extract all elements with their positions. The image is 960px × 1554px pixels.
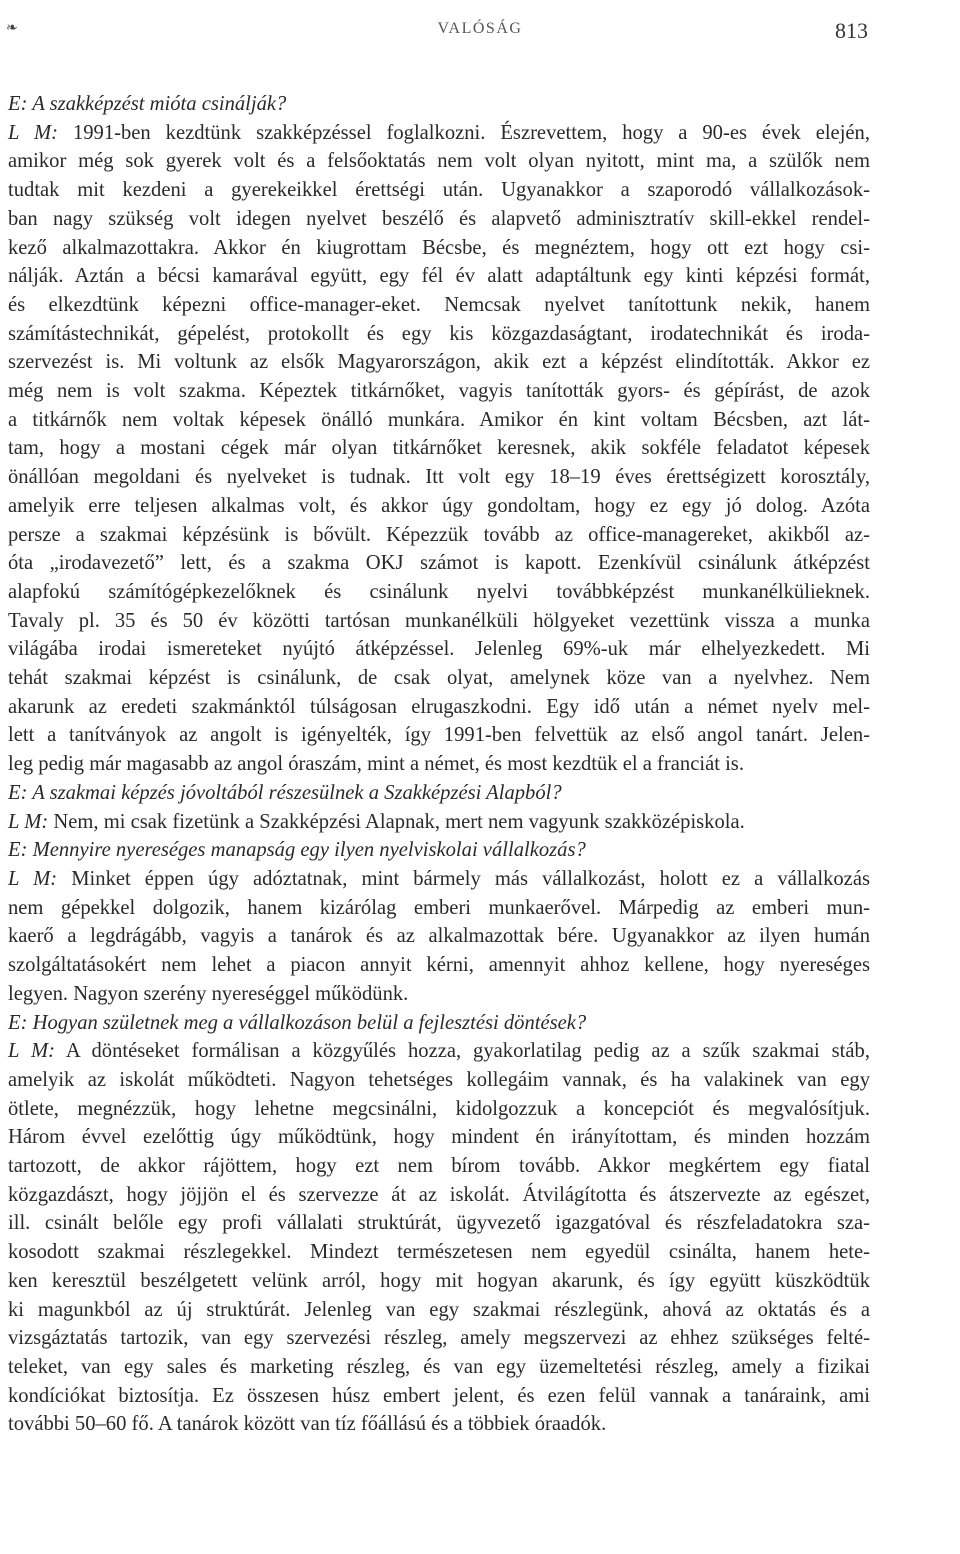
text-line	[8, 1410, 870, 1439]
speaker-label: E:	[8, 839, 28, 862]
text-line	[8, 980, 870, 1009]
answer-text: 1991-ben kezdtünk szakképzéssel foglalkozni. Észrevettem, hogy a 90-es évek elején,	[58, 121, 870, 144]
speaker-label: E:	[8, 93, 28, 115]
answer-text: akarunk az eredeti szakmánktól túlságosan elrugaszkodni. Egy idő után a német nyelv mel-	[8, 695, 870, 718]
text-line	[8, 176, 870, 205]
speaker-label: L M:	[8, 810, 49, 833]
answer-text: még nem is volt szakma. Képeztek titkárnőket, vagyis tanították gyors- és gépírást, de azok	[8, 380, 870, 403]
text-line	[8, 1181, 870, 1210]
text-line	[8, 549, 870, 578]
answer-text: alapfokú számítógépkezelőknek és csinálunk nyelvi továbbképzést munkanélkülieknek.	[8, 580, 870, 603]
answer-text: amikor még sok gyerek volt és a felsőoktatás nem volt olyan nyitott, mint ma, a szülők nem	[8, 150, 870, 173]
speaker-label: L M:	[8, 867, 58, 890]
answer-text: ki magunkból az új struktúrát. Jelenleg van egy szakmai részlegünk, ahová az oktatás és a	[8, 1298, 870, 1321]
answer-text: nem gépekkel dolgozik, hanem kizárólag emberi munkaerővel. Márpedig az emberi mun-	[8, 896, 870, 919]
answer-text: lett a tanítványok az angolt is igényelték, így 1991-ben felvettük az első angol tanárt. Jelen-	[8, 724, 870, 747]
text-line	[8, 205, 870, 234]
answer-text: óta „irodavezető” lett, és a szakma OKJ számot is kapott. Ezenkívül csinálunk átképzést	[8, 552, 870, 575]
interviewer-line	[8, 779, 870, 808]
text-line	[8, 607, 870, 636]
text-line	[8, 1238, 870, 1267]
answer-text: kaerő a legdrágább, vagyis a tanárok és az alkalmazottak bére. Ugyanakkor az ilyen humán	[8, 925, 870, 948]
answer-text: Tavaly pl. 35 és 50 év közötti tartósan munkanélküli hölgyeket vezettünk vissza a munka	[8, 609, 870, 632]
text-line	[8, 1324, 870, 1353]
answer-text: kondíciókat biztosítja. Ez összesen húsz embert jelent, és ezen felül vannak a tanáraink, ami	[8, 1384, 870, 1407]
text-line	[8, 521, 870, 550]
text-line	[8, 693, 870, 722]
text-line	[8, 262, 870, 291]
text-line	[8, 492, 870, 521]
speaker-label: L M:	[8, 121, 59, 144]
text-line	[8, 1296, 870, 1325]
answer-text: ötlete, megnézzük, hogy lehetne megcsinálni, kidolgozzuk a koncepciót és megvalósítjuk.	[8, 1097, 870, 1120]
answer-text: kező alkalmazottakra. Akkor én kiugrottam Bécsbe, és megnéztem, hogy ott ezt hogy csi-	[8, 236, 870, 259]
answer-text: kosodott szakmai részlegekkel. Mindezt természetesen nem egyedül csinálta, hanem hete-	[8, 1241, 870, 1264]
question-text: A szakmai képzés jóvoltából részesülnek a Szakképzési Alapból?	[27, 781, 562, 804]
respondent-line	[8, 119, 870, 148]
answer-text: szervezést is. Mi voltunk az elsők Magyarországon, akik ezt a képzést elindították. Akkor ez	[8, 351, 870, 374]
speaker-label: E:	[8, 781, 28, 804]
answer-text: számítástechnikát, gépelést, protokollt és egy kis közgazdaságtant, irodatechnikát és iroda-	[8, 322, 870, 345]
question-text: Hogyan születnek meg a vállalkozáson belül a fejlesztési döntések?	[27, 1011, 587, 1034]
text-line	[8, 434, 870, 463]
text-line	[8, 1123, 870, 1152]
text-line	[8, 664, 870, 693]
speaker-label: L M:	[8, 1040, 56, 1063]
text-line	[8, 147, 870, 176]
interviewer-line	[8, 1009, 870, 1038]
text-line	[8, 291, 870, 320]
text-line	[8, 234, 870, 263]
answer-text: teleket, van egy sales és marketing részleg, és van egy üzemeltetési részleg, amely a fizikai	[8, 1355, 870, 1378]
answer-text: tehát szakmai képzést is csinálunk, de csak olyat, amelynek köze van a nyelvhez. Nem	[8, 667, 870, 690]
text-line	[8, 320, 870, 349]
text-line	[8, 348, 870, 377]
text-line	[8, 1353, 870, 1382]
answer-text: ken keresztül beszélgetett velünk arról, hogy mit hogyan akarunk, és így együtt küszködtük	[8, 1269, 870, 1292]
text-line	[8, 463, 870, 492]
text-line	[8, 1066, 870, 1095]
answer-text: tartozott, de akkor rájöttem, hogy ezt nem bírom tovább. Akkor megkértem egy fiatal	[8, 1155, 870, 1178]
answer-text: persze a szakmai képzésünk is bővült. Képezzük tovább az office-managereket, akikből az-	[8, 523, 870, 546]
text-line	[8, 721, 870, 750]
page-number: 813	[835, 18, 868, 43]
answer-text: tam, hogy a mostani cégek már olyan titkárnőket keresnek, akik sokféle feladatot képesek	[8, 437, 870, 460]
respondent-line	[8, 1037, 870, 1066]
question-text: A szakképzést mióta csinálják?	[27, 93, 287, 115]
answer-text: világába irodai ismereteket nyújtó átképzéssel. Jelenleg 69%-uk már elhelyezkedett. Mi	[8, 638, 870, 661]
text-line	[8, 578, 870, 607]
answer-text: további 50–60 fő. A tanárok között van tíz főállású és a többiek óraadók.	[8, 1413, 607, 1436]
text-line	[8, 406, 870, 435]
answer-text: szolgáltatásokért nem lehet a piacon annyit kérni, amennyit ahhoz kellene, hogy nyereséges	[8, 954, 870, 977]
answer-text: amelyik az iskolát működteti. Nagyon tehetséges kollegáim vannak, és ha valakinek van egy	[8, 1068, 870, 1091]
answer-text: ban nagy szükség volt idegen nyelvet beszélő és alapvető adminisztratív skill-ekkel rendel-	[8, 207, 870, 230]
interviewer-line	[8, 836, 870, 865]
answer-text: ill. csinált belőle egy profi vállalati struktúrát, ügyvezető igazgatóval és részfeladatokra sza-	[8, 1212, 870, 1235]
text-line	[8, 951, 870, 980]
text-line	[8, 1152, 870, 1181]
respondent-line	[8, 808, 870, 837]
answer-text: nálják. Aztán a bécsi kamarával együtt, egy fél év alatt adaptáltunk egy kinti képzési formát,	[8, 265, 870, 288]
running-header: VALÓSÁG	[437, 20, 523, 37]
leaf-ornament-icon: ❧	[6, 21, 18, 36]
answer-text: a titkárnők nem voltak képesek önálló munkára. Amikor én kint voltam Bécsben, azt lát-	[8, 408, 870, 431]
answer-text: és elkezdtünk képezni office-manager-eket. Nemcsak nyelvet tanítottunk nekik, hanem	[8, 293, 870, 316]
text-line	[8, 1267, 870, 1296]
answer-text: legyen. Nagyon szerény nyereséggel működünk.	[8, 982, 409, 1005]
text-line	[8, 750, 870, 779]
answer-text: amelyik erre teljesen alkalmas volt, és akkor úgy gondoltam, hogy ez egy jó dolog. Azóta	[8, 494, 870, 517]
answer-text: önállóan megoldani és nyelveket is tudnak. Itt volt egy 18–19 éves érettségizett korosztály,	[8, 466, 870, 489]
text-line	[8, 377, 870, 406]
text-line	[8, 922, 870, 951]
respondent-line	[8, 865, 870, 894]
answer-text: Három évvel ezelőttig úgy működtünk, hogy mindent én irányítottam, és minden hozzám	[8, 1126, 870, 1149]
answer-text: tudtak mit kezdeni a gyerekeikkel érettségi után. Ugyanakkor a szaporodó vállalkozások-	[8, 179, 870, 202]
answer-text: A döntéseket formálisan a közgyűlés hozza, gyakorlatilag pedig az a szűk szakmai stáb,	[55, 1040, 870, 1063]
answer-text: leg pedig már magasabb az angol óraszám, mint a német, és most kezdtük el a franciát is.	[8, 753, 744, 776]
text-line	[8, 1382, 870, 1411]
text-line	[8, 1095, 870, 1124]
question-text: Mennyire nyereséges manapság egy ilyen nyelviskolai vállalkozás?	[27, 839, 586, 862]
answer-text: Nem, mi csak fizetünk a Szakképzési Alapnak, mert nem vagyunk szakközépiskola.	[48, 810, 745, 833]
speaker-label: E:	[8, 1011, 28, 1034]
text-line	[8, 894, 870, 923]
interviewer-line	[8, 90, 870, 119]
answer-text: Minket éppen úgy adóztatnak, mint bármely más vállalkozást, holott ez a vállalkozás	[57, 867, 870, 890]
answer-text: közgazdászt, hogy jöjjön el és szervezze át az iskolát. Átvilágította és átszervezte az egészet,	[8, 1183, 870, 1206]
text-line	[8, 635, 870, 664]
text-line	[8, 1209, 870, 1238]
interview-body	[8, 90, 870, 1439]
answer-text: vizsgáztatás tartozik, van egy szervezési részleg, amely megszervezi az ehhez szükséges felté-	[8, 1327, 870, 1350]
